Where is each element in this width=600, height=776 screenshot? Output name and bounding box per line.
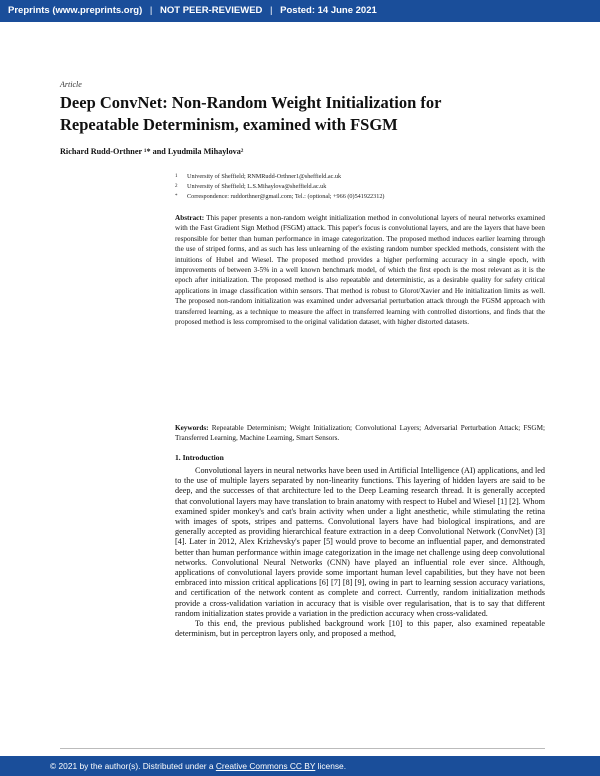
preprint-banner: [0, 0, 600, 22]
correspondence-text: Correspondence: ruddorthner@gmail.com; Tel.: (optional; +966 (0)541922312): [187, 193, 385, 200]
affiliation-number: 1: [175, 174, 178, 179]
affiliation-text: University of Sheffield; L.S.Mihaylova@sheffield.ac.uk: [187, 183, 327, 190]
article-type-label: Article: [60, 80, 82, 89]
section-heading-introduction: 1. Introduction: [175, 453, 224, 462]
affiliation-item: [175, 172, 545, 182]
banner-source[interactable]: Preprints (www.preprints.org): [8, 5, 143, 16]
abstract-text: This paper presents a non-random weight initialization method in convolutional layers of neural networks examined with the Fast Gradient Sign Method (FSGM) attack. This paper's focus is convolutional layers, and are the layers that have been responsible for better than human performance in image categorization. The proposed method induces earlier learning through the use of striped forms, and as such has less unlearning of the existing random number speckled methods, consistent with the intuitions of Hubel and Wiesel. The proposed method provides a higher performing accuracy in a single epoch, with improvements of between 3-5% in a well known benchmark model, of which the first epoch is the most relevant as it is the epoch after initialization. The proposed method is also repeatable and deterministic, as a desirable quality for safety critical applications in image classification within sensors. That method is robust to Glorot/Xavier and He initialization limits as well. The proposed non-random initialization was examined under adversarial perturbation attack through the FGSM approach with transferred learning, as a technique to measure the affect in transferred learning with controlled distortions, and finds that the proposed method is less compromised to the original validation dataset, with higher distorted datasets.: [175, 214, 545, 327]
banner-separator: |: [270, 5, 273, 16]
affiliations: [175, 172, 545, 202]
license-footer: [0, 756, 600, 776]
keywords: [175, 423, 545, 444]
abstract-label: Abstract:: [175, 214, 205, 222]
banner-separator: |: [149, 5, 153, 16]
introduction-body: [175, 466, 545, 639]
banner-status: NOT PEER-REVIEWED: [160, 5, 263, 16]
author-list: Richard Rudd-Orthner ¹* and Lyudmila Mihaylova²: [60, 147, 244, 156]
introduction-paragraph-2: To this end, the previous published background work [10] to this paper, also examined repeatable determinism, but in perceptron layers only, and proposed a method,: [175, 619, 545, 639]
introduction-paragraph-1: Convolutional layers in neural networks have been used in Artificial Intelligence (AI) applications, and led to the use of multiple layers separated by non-linearity functions. This layering of hidden layers are said to be deep, and the successes of that architecture led to the Deep Learning research thread. It is generally accepted that convolutional layers may have translation to brain anatomy with respect to Hubel and Wiesel [1] [2]. Whom examined spider monkey's and cat's brain activity when under a light anesthetic, while stimulating the retina with images of spots, stripes and patterns. Convolutional layers have had biological inspirations, and are generally accepted as providing hierarchical feature extraction in a deep Convolutional Network (ConvNet) [3] [4]. Later in 2012, Alex Krizhevsky's paper [5] would prove to become an influential paper, and demonstrated better than human performance within image categorization in the image net challenge using deep convolutional networks. Convolutional Neural Networks (CNN) have played an influential role ever since. Although, applications of convolutional layers provide some important human level capabilities, but they have not been embraced into mission critical applications [6] [7] [8] [9], owing in part to learning session accuracy variations, and certification of the network content as complete and correct. Currently, random initialization methods provide a cross-validation variation in accuracy that is visible over regularisation, that is to say that different random initialization states provide a variation in the prediction accuracy when cross-validated.: [175, 466, 545, 618]
affiliation-number: 2: [175, 184, 178, 189]
footer-divider: [60, 748, 545, 749]
paper-title: Deep ConvNet: Non-Random Weight Initialization for Repeatable Determinism, examined with FSGM: [60, 93, 442, 134]
affiliation-item: [175, 182, 545, 192]
license-suffix: license.: [317, 761, 347, 771]
keywords-text: Repeatable Determinism; Weight Initialization; Convolutional Layers; Adversarial Perturbation Attack; FSGM; Transferred Learning, Machine Learning, Smart Sensors.: [175, 424, 545, 443]
correspondence-item: [175, 192, 545, 202]
affiliation-number: *: [175, 194, 178, 199]
license-link[interactable]: Creative Commons CC BY: [215, 761, 316, 771]
copyright-text: © 2021 by the author(s). Distributed under a: [50, 761, 214, 771]
keywords-label: Keywords:: [175, 424, 209, 432]
banner-posted-date: Posted: 14 June 2021: [280, 5, 377, 16]
affiliation-text: University of Sheffield; RNMRudd-Orthner1@sheffield.ac.uk: [187, 173, 342, 180]
abstract: [175, 213, 545, 327]
